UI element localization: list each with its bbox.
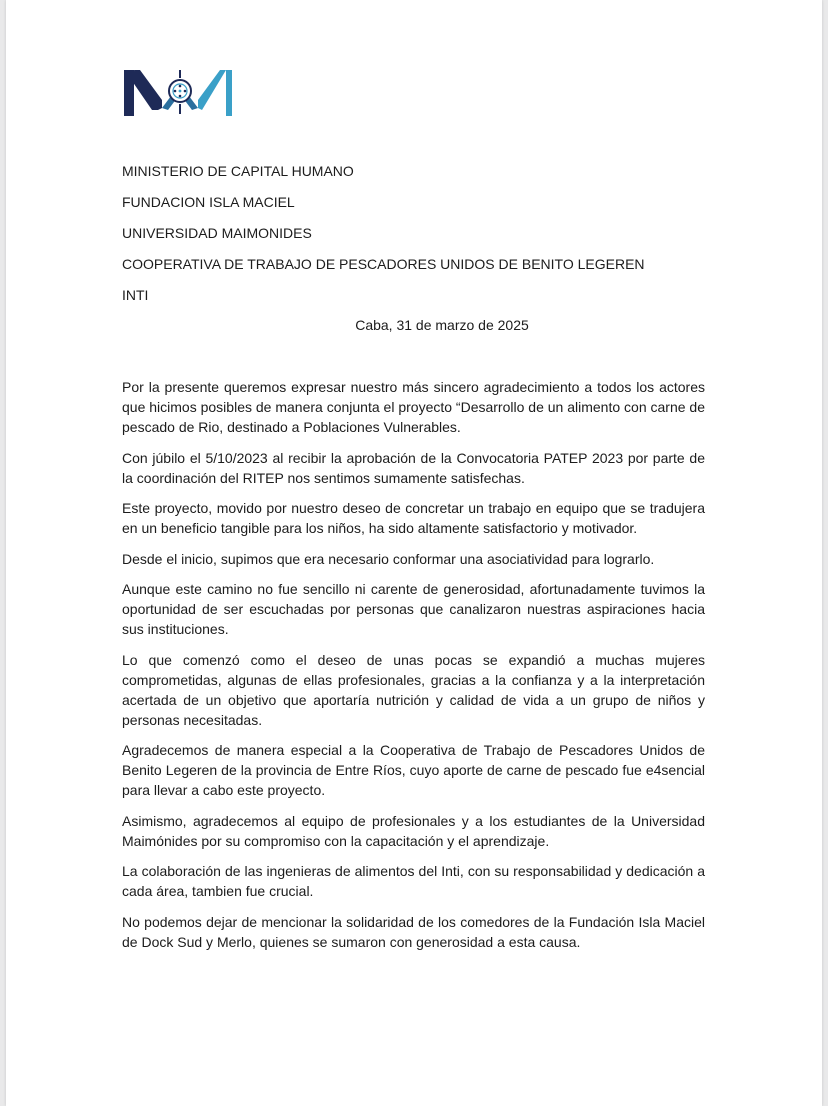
document-page bbox=[6, 0, 822, 1106]
letter-body bbox=[122, 377, 705, 962]
body-paragraph: Este proyecto, movido por nuestro deseo de concretar un trabajo en equipo que se tradujera en un beneficio tangible para los niños, ha sido altamente satisfactorio y motivador. bbox=[122, 500, 705, 536]
body-paragraph: Lo que comenzó como el deseo de unas pocas se expandió a muchas mujeres comprometidas, algunas de ellas profesionales, gracias a la confianza y a la interpretación acertada de un objetivo que aportaría nutrición y calidad de vida a un grupo de niños y personas necesitadas. bbox=[122, 651, 705, 728]
recipient-line: MINISTERIO DE CAPITAL HUMANO bbox=[122, 163, 354, 179]
body-paragraph: Agradecemos de manera especial a la Cooperativa de Trabajo de Pescadores Unidos de Benito Legeren de la provincia de Entre Ríos, cuyo aporte de carne de pescado fue e4sencial para llevar a cabo este proyecto. bbox=[122, 742, 705, 798]
body-paragraph: Con júbilo el 5/10/2023 al recibir la aprobación de la Convocatoria PATEP 2023 por parte de la coordinación del RITEP nos sentimos sumamente satisfechas. bbox=[122, 449, 705, 486]
body-paragraph: Aunque este camino no fue sencillo ni carente de generosidad, afortunadamente tuvimos la oportunidad de ser escuchadas por personas que canalizaron nuestras aspiraciones hacia sus instituciones. bbox=[122, 581, 705, 637]
body-paragraph: Asimismo, agradecemos al equipo de profesionales y a los estudiantes de la Universidad Maimónides por su compromiso con la capacitación y el aprendizaje. bbox=[122, 812, 705, 849]
recipient-list bbox=[122, 162, 722, 317]
recipient-line: UNIVERSIDAD MAIMONIDES bbox=[122, 225, 312, 241]
recipient-line: INTI bbox=[122, 287, 149, 303]
body-paragraph: No podemos dejar de mencionar la solidaridad de los comedores de la Fundación Isla Maciel de Dock Sud y Merlo, quienes se sumaron con generosidad a esta causa. bbox=[122, 913, 705, 950]
logo-right-m bbox=[226, 70, 232, 116]
letter-date: Caba, 31 de marzo de 2025 bbox=[355, 317, 529, 333]
mm-monogram-logo bbox=[122, 64, 238, 122]
recipient-line: COOPERATIVA DE TRABAJO DE PESCADORES UNIDOS DE BENITO LEGEREN bbox=[122, 256, 645, 272]
body-paragraph: La colaboración de las ingenieras de alimentos del Inti, con su responsabilidad y dedicación a cada área, tambien fue crucial. bbox=[122, 863, 705, 899]
recipient-line: FUNDACION ISLA MACIEL bbox=[122, 194, 295, 210]
body-paragraph: Por la presente queremos expresar nuestro más sincero agradecimiento a todos los actores que hicimos posibles de manera conjunta el proyecto “Desarrollo de un alimento con carne de pescado de Rio, destinado a Poblaciones Vulnerables. bbox=[122, 379, 705, 435]
body-paragraph: Desde el inicio, supimos que era necesario conformar una asociatividad para lograrlo. bbox=[122, 550, 655, 567]
